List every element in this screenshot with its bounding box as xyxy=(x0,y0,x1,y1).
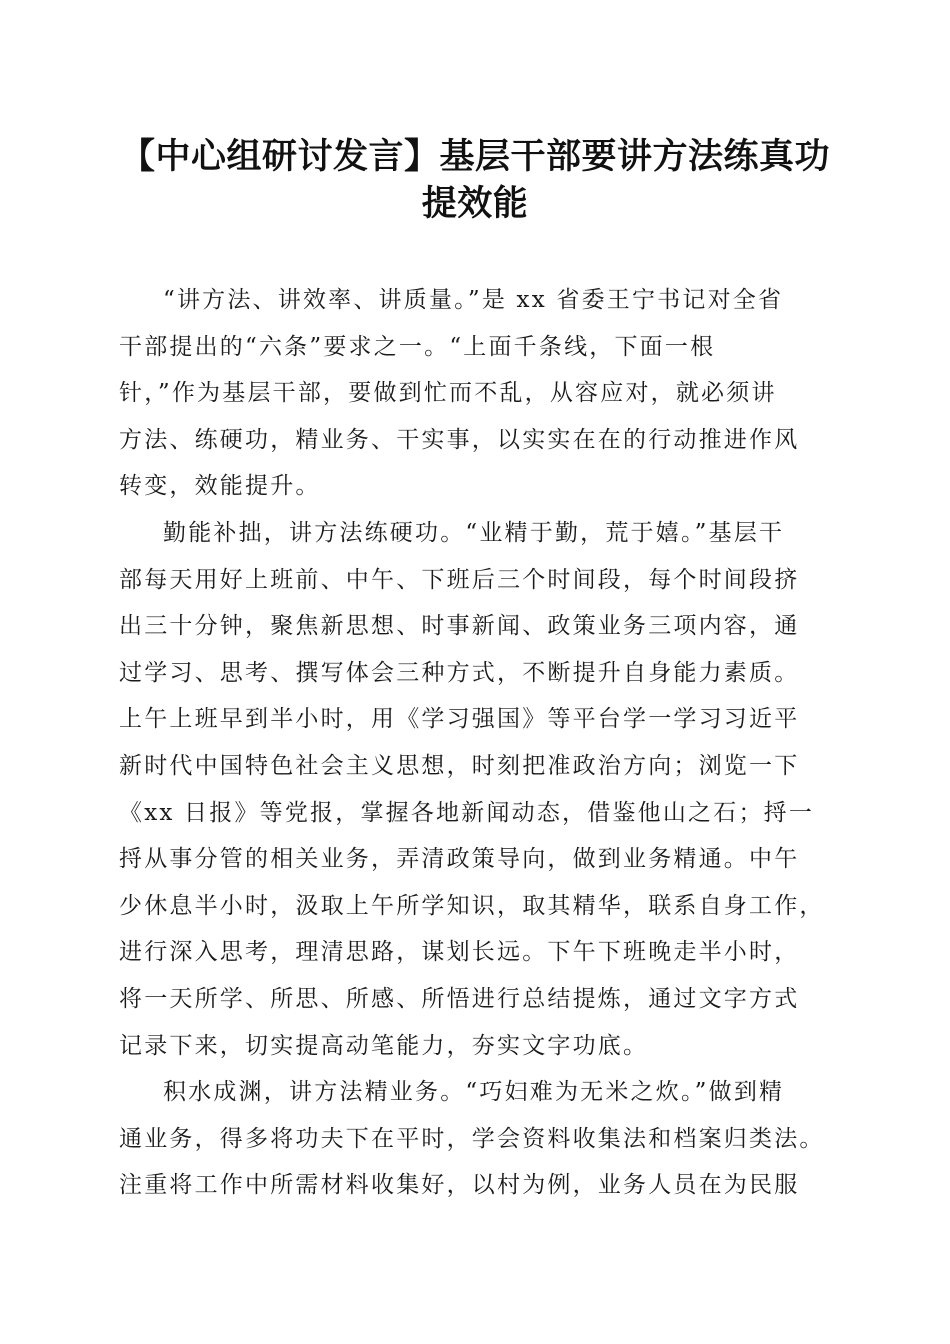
paragraph-2 xyxy=(119,510,839,1069)
document-title xyxy=(110,133,840,227)
paragraph-line: 记录下来，切实提高动笔能力，夯实文字功底。 xyxy=(119,1032,649,1059)
paragraph-line: 干部提出的“六条”要求之一。“上面千条线，下面一根 xyxy=(119,333,716,360)
paragraph-line: 通业务，得多将功夫下在平时，学会资料收集法和档案归类法。 xyxy=(119,1125,825,1152)
paragraph-1 xyxy=(119,277,839,510)
paragraph-line: 《xx 日报》等党报，掌握各地新闻动态，借鉴他山之石；捋一 xyxy=(119,799,815,826)
title-line-2: 提效能 xyxy=(421,183,529,224)
paragraph-3 xyxy=(119,1069,839,1209)
paragraph-line: 上午上班早到半小时，用《学习强国》等平台学一学习习近平 xyxy=(119,706,800,733)
paragraph-line: 出三十分钟，聚焦新思想、时事新闻、政策业务三项内容，通 xyxy=(119,613,800,640)
paragraph-line: 新时代中国特色社会主义思想，时刻把准政治方向；浏览一下 xyxy=(119,752,800,779)
paragraph-line: 过学习、思考、撰写体会三种方式，不断提升自身能力素质。 xyxy=(119,659,800,686)
paragraph-line: 转变，效能提升。 xyxy=(119,473,321,500)
title-line-1: 【中心组研讨发言】基层干部要讲方法练真功 xyxy=(119,136,830,177)
paragraph-line: 针，”作为基层干部，要做到忙而不乱，从容应对，就必须讲 xyxy=(119,380,777,407)
paragraph-line: “讲方法、讲效率、讲质量。”是 xx 省委王宁书记对全省 xyxy=(163,287,784,313)
paragraph-line: 勤能补拙，讲方法练硬功。“业精于勤，荒于嬉。”基层干 xyxy=(163,519,785,546)
paragraph-line: 方法、练硬功，精业务、干实事，以实实在在的行动推进作风 xyxy=(119,426,800,453)
paragraph-line: 进行深入思考，理清思路，谋划长远。下午下班晚走半小时， xyxy=(119,939,800,966)
paragraph-line: 少休息半小时，汲取上午所学知识，取其精华，联系自身工作， xyxy=(119,892,825,919)
paragraph-line: 捋从事分管的相关业务，弄清政策导向，做到业务精通。中午 xyxy=(119,846,800,873)
paragraph-line: 积水成渊，讲方法精业务。“巧妇难为无米之炊。”做到精 xyxy=(163,1079,785,1106)
paragraph-line: 注重将工作中所需材料收集好，以村为例，业务人员在为民服 xyxy=(119,1172,800,1199)
document-body xyxy=(119,277,839,1209)
paragraph-line: 部每天用好上班前、中午、下班后三个时间段，每个时间段挤 xyxy=(119,566,800,593)
paragraph-line: 将一天所学、所思、所感、所悟进行总结提炼，通过文字方式 xyxy=(119,985,800,1012)
